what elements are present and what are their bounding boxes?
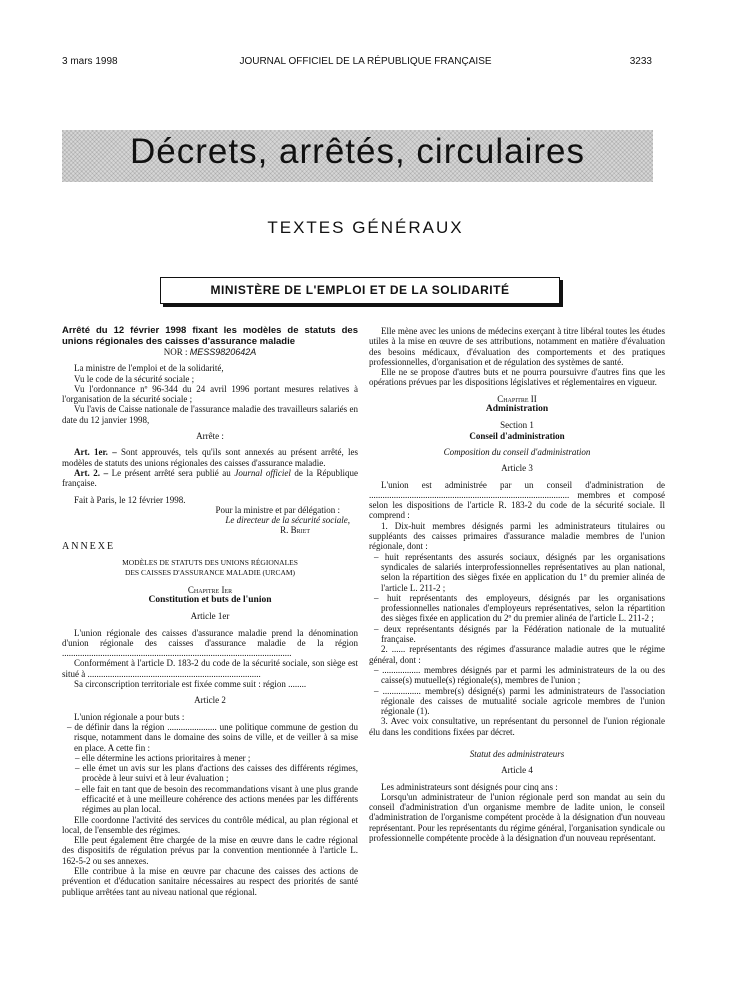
nor-line xyxy=(62,347,358,357)
article-3-heading: Article 3 xyxy=(501,463,533,474)
journal-title: JOURNAL OFFICIEL DE LA RÉPUBLIQUE FRANÇAISE xyxy=(239,56,492,67)
article-2 xyxy=(62,468,358,489)
art2-text-a: Le présent arrêté sera publié au xyxy=(108,467,235,478)
arrete-word: Arrête : xyxy=(196,431,224,442)
signature-line-1: Pour la ministre et par délégation : xyxy=(215,504,340,515)
art2-jo: Journal officiel xyxy=(234,467,291,478)
art2-text-b: de la République française. xyxy=(62,467,358,489)
list-item: – de définir dans la région ...................... une politique commune de gestion du risque, notamment dans le domaine des soins de ville, et de veiller à sa mise en place. A cette fin : xyxy=(67,721,358,753)
art1-label: Art. 1er. – xyxy=(74,447,117,458)
section-1-label: Section 1 xyxy=(500,420,534,431)
paragraph: Elle coordonne l'activité des services du contrôle médical, au plan régional et local, de l'ensemble des régimes. xyxy=(62,814,358,835)
arrete-title: Arrêté du 12 février 1998 fixant les modèles de statuts des unions régionales des caisses d'assurance maladie xyxy=(62,325,358,347)
paragraph: L'union régionale des caisses d'assurance maladie prend la dénomination d'union régionale des caisses d'assurance maladie de la région ...................................................................................................... xyxy=(62,627,358,659)
rubric-title: Décrets, arrêtés, circulaires xyxy=(130,132,585,171)
paragraph: Conformément à l'article D. 183-2 du code de la sécurité sociale, son siège est situé à ............................................................................. xyxy=(62,658,358,679)
paragraph: Elle peut également être chargée de la mise en œuvre dans le cadre régional des dispositifs de régulation prévus par la convention mentionnée à l'article L. 162-5-2 ou ses annexes. xyxy=(62,835,358,866)
issue-date: 3 mars 1998 xyxy=(62,56,118,67)
visa-line: Vu le code de la sécurité sociale ; xyxy=(74,373,195,384)
list-item: – huit représentants des employeurs, désignés par les organisations professionnelles nationales d'employeurs représentatives, selon la répartition des sièges fixée en application du 2º du premier alinéa de l'article L. 211-2 ; xyxy=(374,592,665,624)
visa-line: La ministre de l'emploi et de la solidarité, xyxy=(74,363,224,374)
paragraph: Les administrateurs sont désignés pour cinq ans : xyxy=(381,781,558,792)
left-column xyxy=(62,326,358,897)
paragraph: Elle contribue à la mise en œuvre par chacune des caisses des actions de prévention et d'éducation sanitaire nécessaires au respect des priorités de santé publique arrêtées tant au niveau national que régional. xyxy=(62,866,358,897)
nor-code: MESS9820642A xyxy=(189,347,257,357)
paragraph: 3. Avec voix consultative, un représentant du personnel de l'union régionale élu dans les conditions fixées par décret. xyxy=(369,716,665,737)
signature-line-2: Le directeur de la sécurité sociale, xyxy=(225,515,350,526)
modeles-line-1: MODÈLES DE STATUTS DES UNIONS RÉGIONALES xyxy=(122,558,298,568)
visa-line: Vu l'ordonnance nº 96-344 du 24 avril 1996 portant mesures relatives à l'organisation de la sécurité sociale ; xyxy=(62,383,358,405)
list-item: – elle détermine les actions prioritaires à mener ; xyxy=(75,752,251,763)
rubric-banner xyxy=(62,130,653,182)
art2-label: Art. 2. – xyxy=(74,467,109,478)
list-item: – huit représentants des assurés sociaux, désignés par les organisations syndicales de salariés interprofessionnelles représentatives au plan national, selon la répartition des sièges fixée en application du 1º du premier alinéa de l'article L. 211-2 ; xyxy=(374,551,665,593)
statut-heading: Statut des administrateurs xyxy=(469,748,565,759)
article-4-heading: Article 4 xyxy=(501,765,533,776)
article-2-heading: Article 2 xyxy=(194,695,226,706)
annexe-title: ANNEXE xyxy=(62,540,116,552)
paragraph: Sa circonscription territoriale est fixée comme suit : région ........ xyxy=(74,679,307,690)
section-1-title: Conseil d'administration xyxy=(469,430,565,441)
list-item: – elle émet un avis sur les plans d'actions des caisses des différents régimes, procède à leur suivi et à leur évaluation ; xyxy=(75,763,358,784)
paragraph: Elle ne se propose d'autres buts et ne pourra poursuivre d'autres fins que les opérations prévues par les dispositions législatives et réglementaires en vigueur. xyxy=(369,367,665,388)
article-1 xyxy=(62,447,358,468)
list-item: – ................. membres désignés par et parmi les administrateurs de la ou des caisse(s) mutuelle(s) régionale(s), membres de l'union ; xyxy=(374,664,665,686)
article-1-heading: Article 1er xyxy=(190,611,230,622)
paragraph: Lorsqu'un administrateur de l'union régionale perd son mandat au sein du conseil d'administration d'un organisme membre de ladite union, le conseil d'administration de l'organisme compétent procède à la désignation d'un nouveau représentant. Pour les représentants du régime général, l'organisation syndicale ou professionnelle compétente procède à la désignation d'un nouveau représentant. xyxy=(369,791,665,844)
paragraph: L'union régionale a pour buts : xyxy=(74,711,185,722)
nor-label: NOR : xyxy=(163,347,190,357)
list-item: – deux représentants désignés par la Fédération nationale de la mutualité française. xyxy=(374,623,665,645)
art1-text: Sont approuvés, tels qu'ils sont annexés au présent arrêté, les modèles de statuts des unions régionales des caisses d'assurance maladie. xyxy=(62,447,358,468)
paragraph: L'union est administrée par un conseil d'administration de ......................................................................................... membres et composé selon les dispositions de l'article R. 183-2 du code de la sécurité sociale. Il comprend : xyxy=(369,479,665,521)
modeles-line-2: DES CAISSES D'ASSURANCE MALADIE (URCAM) xyxy=(124,568,296,578)
chapter-2-label: Chapitre II xyxy=(497,393,537,404)
chapter-2-title: Administration xyxy=(485,404,549,415)
paragraph: Elle mène avec les unions de médecins exerçant à titre libéral toutes les études utiles à la mise en œuvre de ses attributions, notamment en matière d'évaluation des besoins médicaux, d'évaluation des comportements et des pratiques professionnelles, d'organisation et de régulation des systèmes de santé. xyxy=(369,326,665,367)
ministry-box: MINISTÈRE DE L'EMPLOI ET DE LA SOLIDARITÉ xyxy=(160,277,560,304)
signature-name: R. Briet xyxy=(280,525,310,536)
composition-heading: Composition du conseil d'administration xyxy=(443,446,591,457)
section-title: TEXTES GÉNÉRAUX xyxy=(267,218,464,237)
chapter-1-label: Chapitre Ier xyxy=(187,584,233,595)
paragraph: 2. ...... représentants des régimes d'assurance maladie autres que le régime général, dont : xyxy=(369,644,665,665)
list-item: – elle fait en tant que de besoin des recommandations visant à une plus grande efficacité et à une meilleure cohérence des actions menées par les différents régimes au plan local. xyxy=(75,783,358,815)
paragraph: 1. Dix-huit membres désignés parmi les administrateurs titulaires ou suppléants des caisses primaires d'assurance maladie membres de l'union régionale, dont : xyxy=(369,520,665,552)
visa-line: Vu l'avis de Caisse nationale de l'assurance maladie des travailleurs salariés en date du 12 janvier 1998, xyxy=(62,404,358,425)
chapter-1-title: Constitution et buts de l'union xyxy=(148,594,272,605)
fait-line: Fait à Paris, le 12 février 1998. xyxy=(74,494,186,505)
right-column xyxy=(369,326,665,843)
list-item: – ................. membre(s) désigné(s) parmi les administrateurs de l'association régionale des caisses de mutualité sociale agricole membres de l'union régionale (1). xyxy=(374,685,665,717)
page-number: 3233 xyxy=(629,56,652,67)
